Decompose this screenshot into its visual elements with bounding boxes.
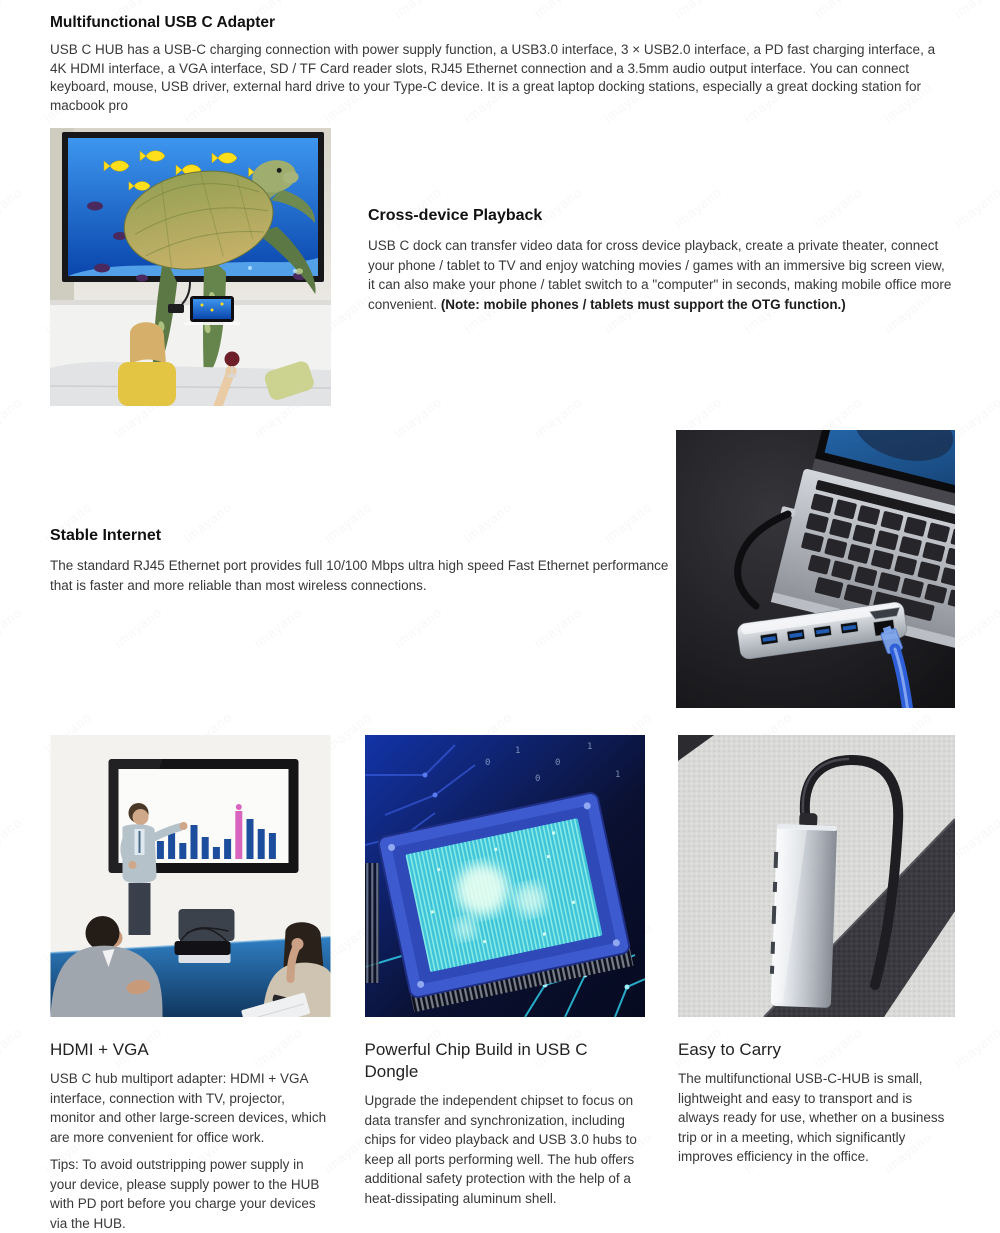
stable-internet-paragraph: The standard RJ45 Ethernet port provides full 10/100 Mbps ultra high speed Fast Ethernet performance that is faster and more reliable than most wireless connections. xyxy=(50,558,669,593)
easy-carry-paragraph: The multifunctional USB-C-HUB is small, lightweight and easy to transport and is always ready for use, whether on a business trip or in a meeting, which significantly improves efficiency in the office. xyxy=(678,1071,945,1165)
cross-device-paragraph xyxy=(368,236,955,314)
svg-text:1: 1 xyxy=(586,742,592,753)
cross-device-section xyxy=(50,128,955,406)
svg-text:1: 1 xyxy=(514,746,520,757)
laptop-hub-photo xyxy=(676,430,955,708)
svg-text:0: 0 xyxy=(554,758,560,769)
svg-text:0: 0 xyxy=(534,774,540,785)
stable-internet-text xyxy=(50,430,669,708)
easy-carry-heading: Easy to Carry xyxy=(678,1040,781,1060)
cross-device-text xyxy=(368,128,955,406)
chip-paragraph: Upgrade the independent chipset to focus on data transfer and synchronization, including chips for video playback and USB 3.0 hubs to keep all ports performing well. The hub offers additional safety protection with the help of a heat-dissipating aluminum shell. xyxy=(364,1093,637,1206)
cross-device-body: USB C dock can transfer video data for cross device playback, create a private theater, connect your phone / tablet to TV and enjoy watching movies / games with an immersive big screen view, it can also make your phone / tablet switch to a "computer" in seconds, making mobile office more convenient. xyxy=(368,238,952,312)
cross-device-heading: Cross-device Playback xyxy=(368,207,543,225)
chip-macro-photo xyxy=(365,735,645,1017)
meeting-room-photo xyxy=(50,735,331,1017)
intro-paragraph: USB C HUB has a USB-C charging connection with power supply function, a USB3.0 interface, 3 × USB2.0 interface, a PD fast charging interface, a 4K HDMI interface, a VGA interface, SD / TF Card reader slots, RJ45 Ethernet connection and a 3.5mm audio output interface. You can connect keyboard, mouse, USB driver, external hard drive to your Type-C device. It is a great laptop docking stations, especially a great docking station for macbook pro xyxy=(50,42,936,113)
easy-carry-column xyxy=(678,735,955,1233)
cross-device-note: (Note: mobile phones / tablets must support the OTG function.) xyxy=(440,296,846,312)
svg-text:1: 1 xyxy=(614,770,620,781)
stable-internet-section xyxy=(50,430,955,708)
bottom-three-sections xyxy=(50,735,955,1233)
hdmi-vga-tips: Tips: To avoid outstripping power supply in your device, please supply power to the HUB with PD port before you charge your devices via the HUB. xyxy=(50,1157,320,1231)
chip-heading: Powerful Chip Build in USB C Dongle xyxy=(364,1040,588,1082)
tv-turtle-photo xyxy=(50,128,331,406)
stable-internet-heading: Stable Internet xyxy=(50,527,162,545)
page-title: Multifunctional USB C Adapter xyxy=(50,14,276,31)
hdmi-vga-column xyxy=(50,735,331,1233)
hub-in-bag-photo xyxy=(678,735,955,1017)
hdmi-vga-heading: HDMI + VGA xyxy=(50,1040,149,1060)
hdmi-vga-paragraph: USB C hub multiport adapter: HDMI + VGA interface, connection with TV, projector, monitor and other large-screen devices, which are more convenient for office work. xyxy=(50,1071,327,1145)
svg-text:0: 0 xyxy=(484,758,490,769)
chip-column xyxy=(365,735,645,1233)
